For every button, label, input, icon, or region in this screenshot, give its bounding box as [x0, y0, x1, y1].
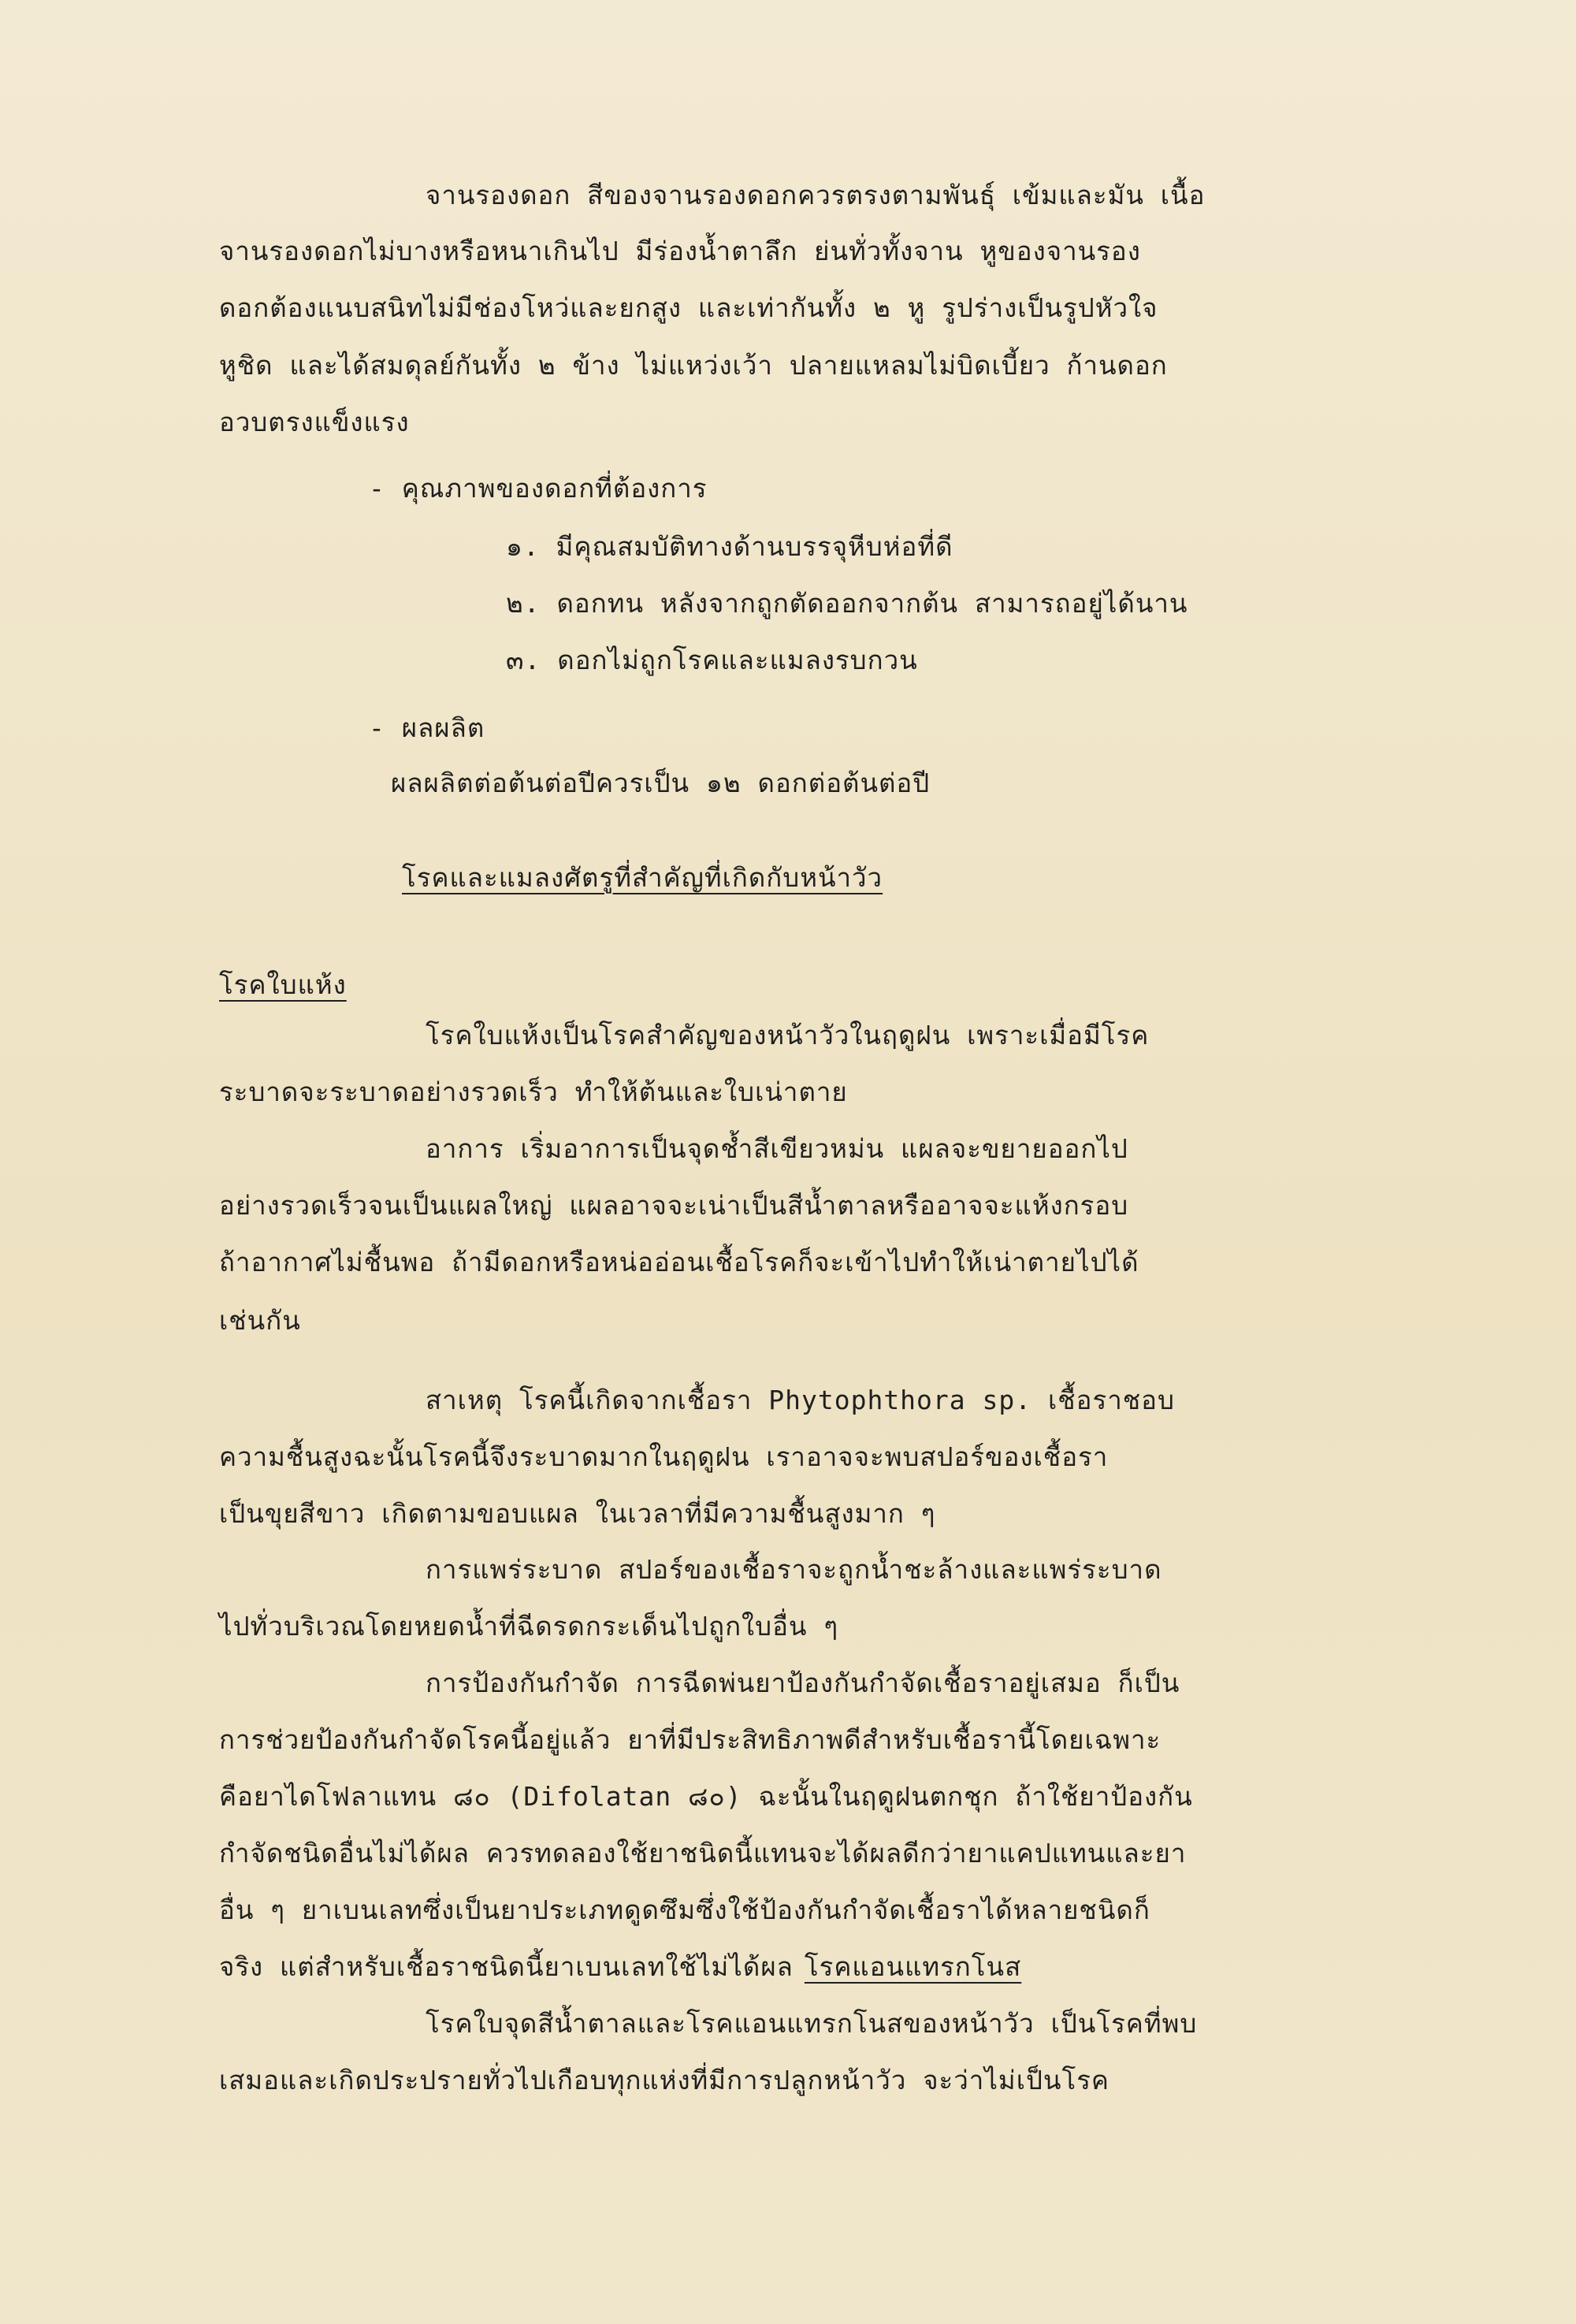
list-item: ๓. ดอกไม่ถูกโรคและแมลงรบกวน — [506, 645, 918, 675]
text-line: โรคใบแห้งเป็นโรคสำคัญของหน้าวัวในฤดูฝน เพราะเมื่อมีโรค — [426, 1020, 1150, 1050]
text-line: เป็นขุยสีขาว เกิดตามขอบแผล ในเวลาที่มีความชื้นสูงมาก ๆ — [219, 1498, 936, 1529]
list-item: ๒. ดอกทน หลังจากถูกตัดออกจากต้น สามารถอยู่ได้นาน — [506, 588, 1188, 619]
text-line-with-heading — [219, 1950, 1021, 1984]
text-line: อาการ เริ่มอาการเป็นจุดช้ำสีเขียวหม่น แผลจะขยายออกไป — [426, 1133, 1128, 1164]
list-item: ๑. มีคุณสมบัติทางด้านบรรจุหีบห่อที่ดี — [506, 531, 953, 562]
text-line: จริง แต่สำหรับเชื้อราชนิดนี้ยาเบนเลทใช้ไม่ได้ผล — [219, 1951, 794, 1982]
text-line: จานรองดอกไม่บางหรือหนาเกินไป มีร่องน้ำตาลึก ย่นทั่วทั้งจาน หูของจานรอง — [219, 236, 1141, 266]
text-line: หูชิด และได้สมดุลย์กันทั้ง ๒ ข้าง ไม่แหว่งเว้า ปลายแหลมไม่บิดเบี้ยว ก้านดอก — [219, 350, 1168, 381]
text-line: คือยาไดโฟลาแทน ๘๐ (Difolatan ๘๐) ฉะนั้นในฤดูฝนตกชุก ถ้าใช้ยาป้องกัน — [219, 1781, 1193, 1812]
text-line: การป้องกันกำจัด การฉีดพ่นยาป้องกันกำจัดเชื้อราอยู่เสมอ ก็เป็น — [426, 1668, 1180, 1698]
text-line: อย่างรวดเร็วจนเป็นแผลใหญ่ แผลอาจจะเน่าเป็นสีน้ำตาลหรืออาจจะแห้งกรอบ — [219, 1190, 1129, 1221]
text-line: ระบาดจะระบาดอย่างรวดเร็ว ทำให้ต้นและใบเน่าตาย — [219, 1076, 848, 1107]
subsection-title: โรคใบแห้ง — [219, 969, 347, 1000]
text-line: ดอกต้องแนบสนิทไม่มีช่องโหว่และยกสูง และเท่ากันทั้ง ๒ หู รูปร่างเป็นรูปหัวใจ — [219, 292, 1158, 323]
text-line: สาเหตุ โรคนี้เกิดจากเชื้อรา Phytophthora sp. เชื้อราชอบ — [426, 1385, 1175, 1415]
text-line: เสมอและเกิดประปรายทั่วไปเกือบทุกแห่งที่มีการปลูกหน้าวัว จะว่าไม่เป็นโรค — [219, 2065, 1110, 2095]
text-line: เช่นกัน — [219, 1305, 301, 1336]
text-line: อื่น ๆ ยาเบนเลทซึ่งเป็นยาประเภทดูดซึมซึ่งใช้ป้องกันกำจัดเชื้อราได้หลายชนิดก็ — [219, 1895, 1150, 1925]
list-heading: - ผลผลิต — [369, 712, 485, 743]
text-line: อวบตรงแข็งแรง — [219, 407, 410, 437]
text-line: การแพร่ระบาด สปอร์ของเชื้อราจะถูกน้ำชะล้างและแพร่ระบาด — [426, 1554, 1162, 1585]
text-line: จานรองดอก สีของจานรองดอกควรตรงตามพันธุ์ เข้มและมัน เนื้อ — [426, 180, 1206, 210]
text-line: กำจัดชนิดอื่นไม่ได้ผล ควรทดลองใช้ยาชนิดนี้แทนจะได้ผลดีกว่ายาแคปแทนและยา — [219, 1838, 1187, 1868]
list-heading: - คุณภาพของดอกที่ต้องการ — [369, 473, 708, 504]
text-line: โรคใบจุดสีน้ำตาลและโรคแอนแทรกโนสของหน้าวัว เป็นโรคที่พบ — [426, 2008, 1198, 2039]
text-line: ถ้าอากาศไม่ชื้นพอ ถ้ามีดอกหรือหน่ออ่อนเชื้อโรคก็จะเข้าไปทำให้เน่าตายไปได้ — [219, 1247, 1139, 1277]
text-line: ความชื้นสูงฉะนั้นโรคนี้จึงระบาดมากในฤดูฝน เราอาจจะพบสปอร์ของเชื้อรา — [219, 1441, 1109, 1472]
text-line: การช่วยป้องกันกำจัดโรคนี้อยู่แล้ว ยาที่มีประสิทธิภาพดีสำหรับเชื้อรานี้โดยเฉพาะ — [219, 1724, 1162, 1755]
subsection-title: โรคแอนแทรกโนส — [804, 1951, 1022, 1982]
section-title: โรคและแมลงศัตรูที่สำคัญที่เกิดกับหน้าวัว — [402, 862, 883, 893]
text-line: ไปทั่วบริเวณโดยหยดน้ำที่ฉีดรดกระเด็นไปถูกใบอื่น ๆ — [219, 1611, 839, 1642]
text-line: ผลผลิตต่อต้นต่อปีควรเป็น ๑๒ ดอกต่อต้นต่อปี — [391, 768, 931, 798]
